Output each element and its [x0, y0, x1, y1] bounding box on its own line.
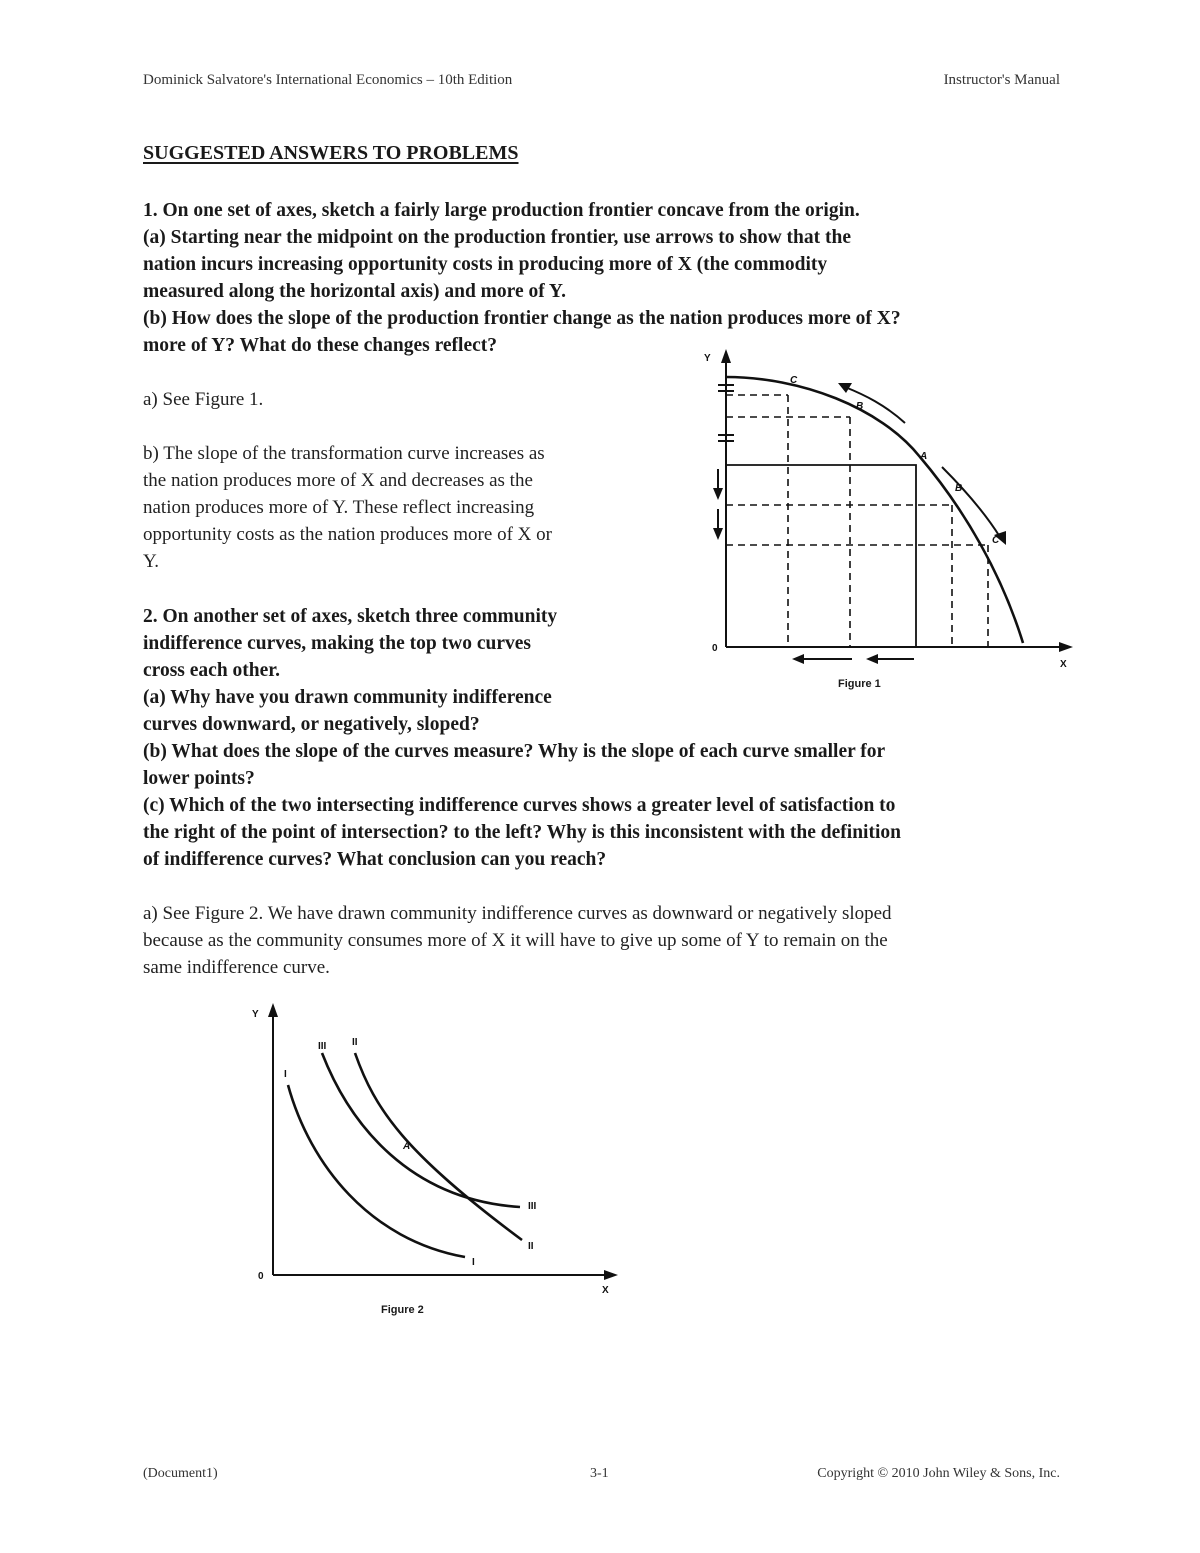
- footer-left: (Document1): [143, 1466, 218, 1481]
- fig2-label-iii-top: III: [318, 1041, 327, 1052]
- a1-line: nation produces more of Y. These reflect increasing: [143, 497, 535, 518]
- a1-part-a: a) See Figure 1.: [143, 389, 264, 410]
- q2-line: (b) What does the slope of the curves measure? Why is the slope of each curve smaller for: [143, 741, 886, 762]
- fig2-x-label: X: [602, 1285, 609, 1296]
- a2-line: same indifference curve.: [143, 957, 330, 978]
- q2-line: (c) Which of the two intersecting indifference curves shows a greater level of satisfaction to: [143, 795, 896, 816]
- figure-1-production-frontier: [690, 345, 1090, 705]
- fig1-frontier-curve: [726, 377, 1023, 643]
- fig2-label-ii-end: II: [528, 1241, 534, 1252]
- fig1-y-label: Y: [704, 353, 711, 364]
- q1-line: 1. On one set of axes, sketch a fairly large production frontier concave from the origin.: [143, 200, 860, 221]
- fig1-origin: 0: [712, 643, 718, 654]
- a1-line: the nation produces more of X and decreases as the: [143, 470, 533, 491]
- fig1-point-b-upper: B: [856, 401, 864, 412]
- fig1-point-b-lower: B: [955, 483, 963, 494]
- fig1-point-c-lower: C: [992, 535, 1000, 546]
- a2-line: because as the community consumes more of X it will have to give up some of Y to remain on the: [143, 930, 888, 951]
- a1-line: Y.: [143, 551, 160, 572]
- page-title: SUGGESTED ANSWERS TO PROBLEMS: [143, 142, 519, 164]
- q2-line: lower points?: [143, 768, 255, 789]
- footer-page-number: 3-1: [590, 1466, 609, 1481]
- q1-line: nation incurs increasing opportunity costs in producing more of X (the commodity: [143, 254, 828, 275]
- header-left: Dominick Salvatore's International Economics – 10th Edition: [143, 72, 513, 88]
- q2-line: the right of the point of intersection? to the left? Why is this inconsistent with the definition: [143, 822, 901, 843]
- fig1-y-down-arrowhead: [713, 488, 723, 500]
- fig1-y-down-arrowhead: [713, 528, 723, 540]
- fig1-x-label: X: [1060, 659, 1067, 670]
- fig2-y-arrowhead: [268, 1003, 278, 1017]
- a1-line: opportunity costs as the nation produces more of X or: [143, 524, 552, 545]
- figure-2-caption: Figure 2: [381, 1304, 424, 1316]
- q2-line: indifference curves, making the top two curves: [143, 633, 531, 654]
- fig1-y-arrowhead: [721, 349, 731, 363]
- q2-line: curves downward, or negatively, sloped?: [143, 714, 480, 735]
- fig2-y-label: Y: [252, 1009, 259, 1020]
- fig2-label-iii-end: III: [528, 1201, 537, 1212]
- a1-part-b: [143, 440, 653, 575]
- a1-line: b) The slope of the transformation curve increases as: [143, 443, 545, 464]
- a2-text: [143, 900, 892, 981]
- fig1-point-a: A: [920, 451, 928, 462]
- figure-2-indifference-curves: [240, 995, 630, 1305]
- fig2-x-arrowhead: [604, 1270, 618, 1280]
- fig2-label-i-top: I: [284, 1069, 287, 1080]
- a2-line: a) See Figure 2. We have drawn community indifference curves as downward or negatively sloped: [143, 903, 892, 924]
- q2-line: cross each other.: [143, 660, 281, 681]
- fig2-label-ii-top: II: [352, 1037, 358, 1048]
- q1-line: more of Y? What do these changes reflect?: [143, 335, 498, 356]
- fig2-curve-iii: [322, 1053, 520, 1207]
- fig1-x-left-arrowhead: [792, 654, 804, 664]
- fig1-point-a-lines: [726, 465, 916, 647]
- fig2-point-a: A: [403, 1141, 411, 1152]
- q1-line: (a) Starting near the midpoint on the production frontier, use arrows to show that the: [143, 227, 851, 248]
- q1-line: measured along the horizontal axis) and more of Y.: [143, 281, 567, 302]
- header-right: Instructor's Manual: [943, 72, 1060, 88]
- q2-line: 2. On another set of axes, sketch three community: [143, 606, 558, 627]
- fig1-x-arrowhead: [1059, 642, 1073, 652]
- figure-1-caption: Figure 1: [838, 678, 881, 690]
- q1-line: (b) How does the slope of the production frontier change as the nation produces more of X?: [143, 308, 901, 329]
- fig2-label-i-end: I: [472, 1257, 475, 1268]
- q2-line: of indifference curves? What conclusion can you reach?: [143, 849, 607, 870]
- q2-line: (a) Why have you drawn community indifference: [143, 687, 552, 708]
- fig1-point-c-upper: C: [790, 375, 798, 386]
- footer-copyright: Copyright © 2010 John Wiley & Sons, Inc.: [817, 1466, 1060, 1481]
- fig1-x-left-arrowhead: [866, 654, 878, 664]
- q1-text: [143, 197, 901, 359]
- fig2-origin: 0: [258, 1271, 264, 1282]
